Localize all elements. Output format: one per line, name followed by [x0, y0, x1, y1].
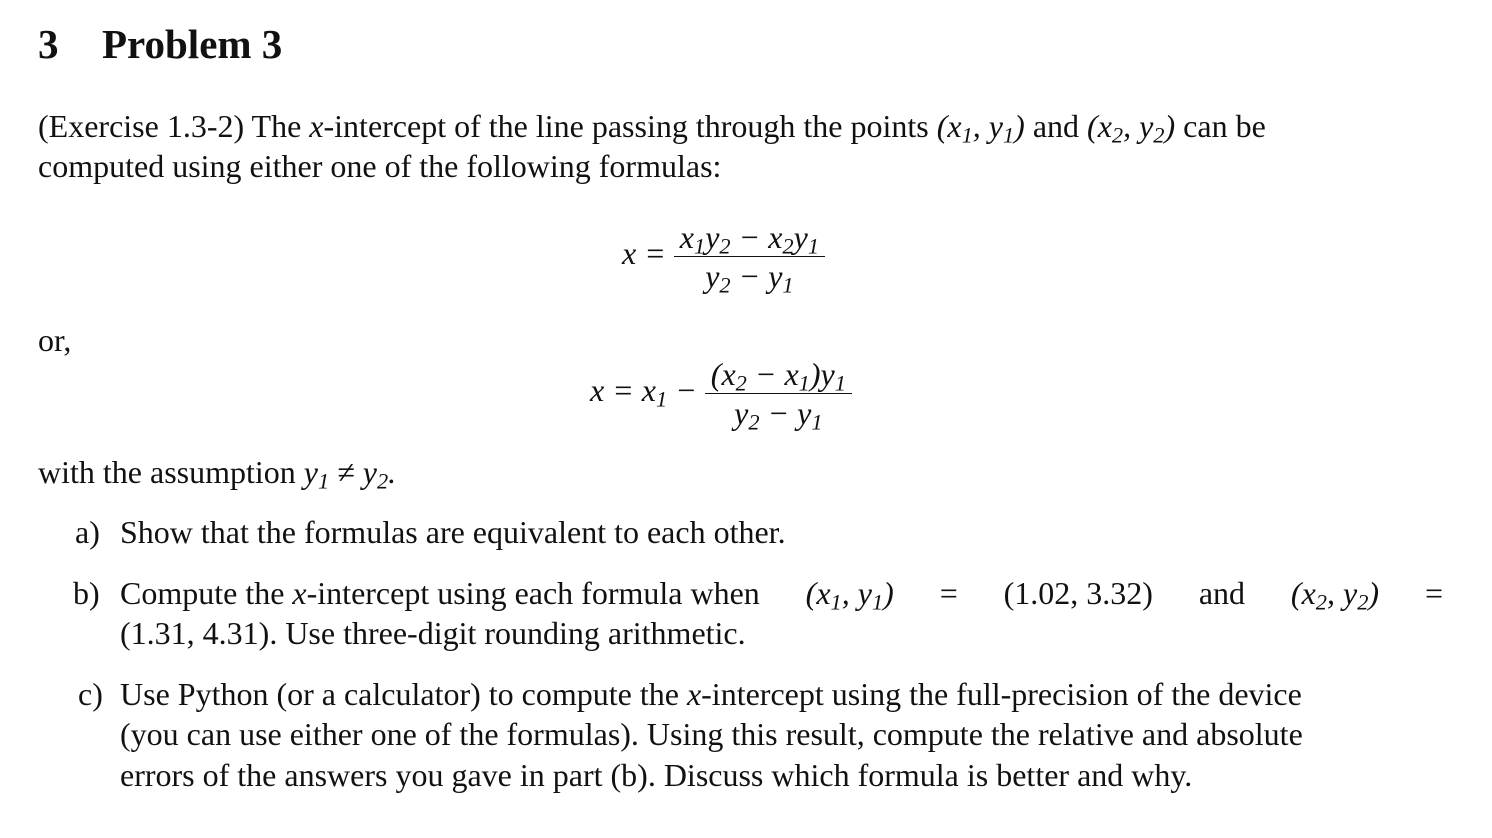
item-b-line-2: (1.31, 4.31). Use three-digit rounding arithmetic. — [120, 615, 746, 651]
formula-1-denominator: $y_2 - y_1$ — [705, 258, 794, 298]
math-x: x — [292, 575, 307, 611]
equals-sign: = — [1424, 575, 1443, 611]
formula-1-lhs: x = — [622, 234, 666, 271]
intro-line-2: computed using either one of the following formulas: — [38, 148, 722, 184]
math-x: x — [686, 676, 702, 712]
intro-line-1: (Exercise 1.3-2) The x-intercept of the line passing through the points ($x_1$, $y_1$) and ($x_2$, $y_2$) can be — [38, 108, 1266, 148]
formula-2-fraction — [705, 355, 852, 435]
assumption-condition: $y_1 \ne y_2$. — [303, 454, 397, 494]
item-b-label: b) — [73, 575, 100, 611]
point-2: ($x_2$, $y_2$) — [1087, 108, 1176, 148]
section-title: Problem 3 — [102, 21, 283, 67]
item-b-line-1: Compute the x-intercept using each formula when ($x_1$, $y_1$) = (1.02, 3.32) and ($x_2$, $y_2$) = — [120, 575, 1443, 615]
point-1: ($x_1$, $y_1$) — [936, 108, 1025, 148]
item-a-text: Show that the formulas are equivalent to each other. — [120, 514, 786, 550]
equals-sign: = — [939, 575, 958, 611]
formula-2-lhs: $x = x_1$ − — [590, 371, 697, 412]
point-1: ($x_1$, $y_1$) — [805, 575, 894, 615]
item-c-label: c) — [78, 676, 103, 712]
or-text: or, — [38, 322, 72, 358]
section-number: 3 — [38, 21, 59, 67]
item-c-line-1: Use Python (or a calculator) to compute the x-intercept using the full-precision of the device — [120, 676, 1302, 712]
math-x: x — [309, 108, 324, 144]
item-c-line-3: errors of the answers you gave in part (b). Discuss which formula is better and why. — [120, 757, 1193, 793]
assumption-line: with the assumption $y_1 \ne y_2$. — [38, 454, 397, 494]
formula-1-fraction — [674, 218, 825, 298]
section-heading — [38, 20, 282, 69]
item-c-line-2: (you can use either one of the formulas). Using this result, compute the relative and absolute — [120, 716, 1303, 752]
formula-1-numerator: $x_1y_2 - x_2y_1$ — [674, 218, 825, 257]
formula-2-denominator: $y_2 - y_1$ — [734, 395, 823, 435]
formula-2 — [590, 355, 852, 435]
value-1: (1.02, 3.32) — [1003, 575, 1153, 611]
formula-2-numerator: $(x_2 - x_1)y_1$ — [705, 355, 852, 394]
formula-1 — [622, 218, 825, 298]
point-2: ($x_2$, $y_2$) — [1290, 575, 1380, 615]
item-a-label: a) — [75, 514, 100, 550]
